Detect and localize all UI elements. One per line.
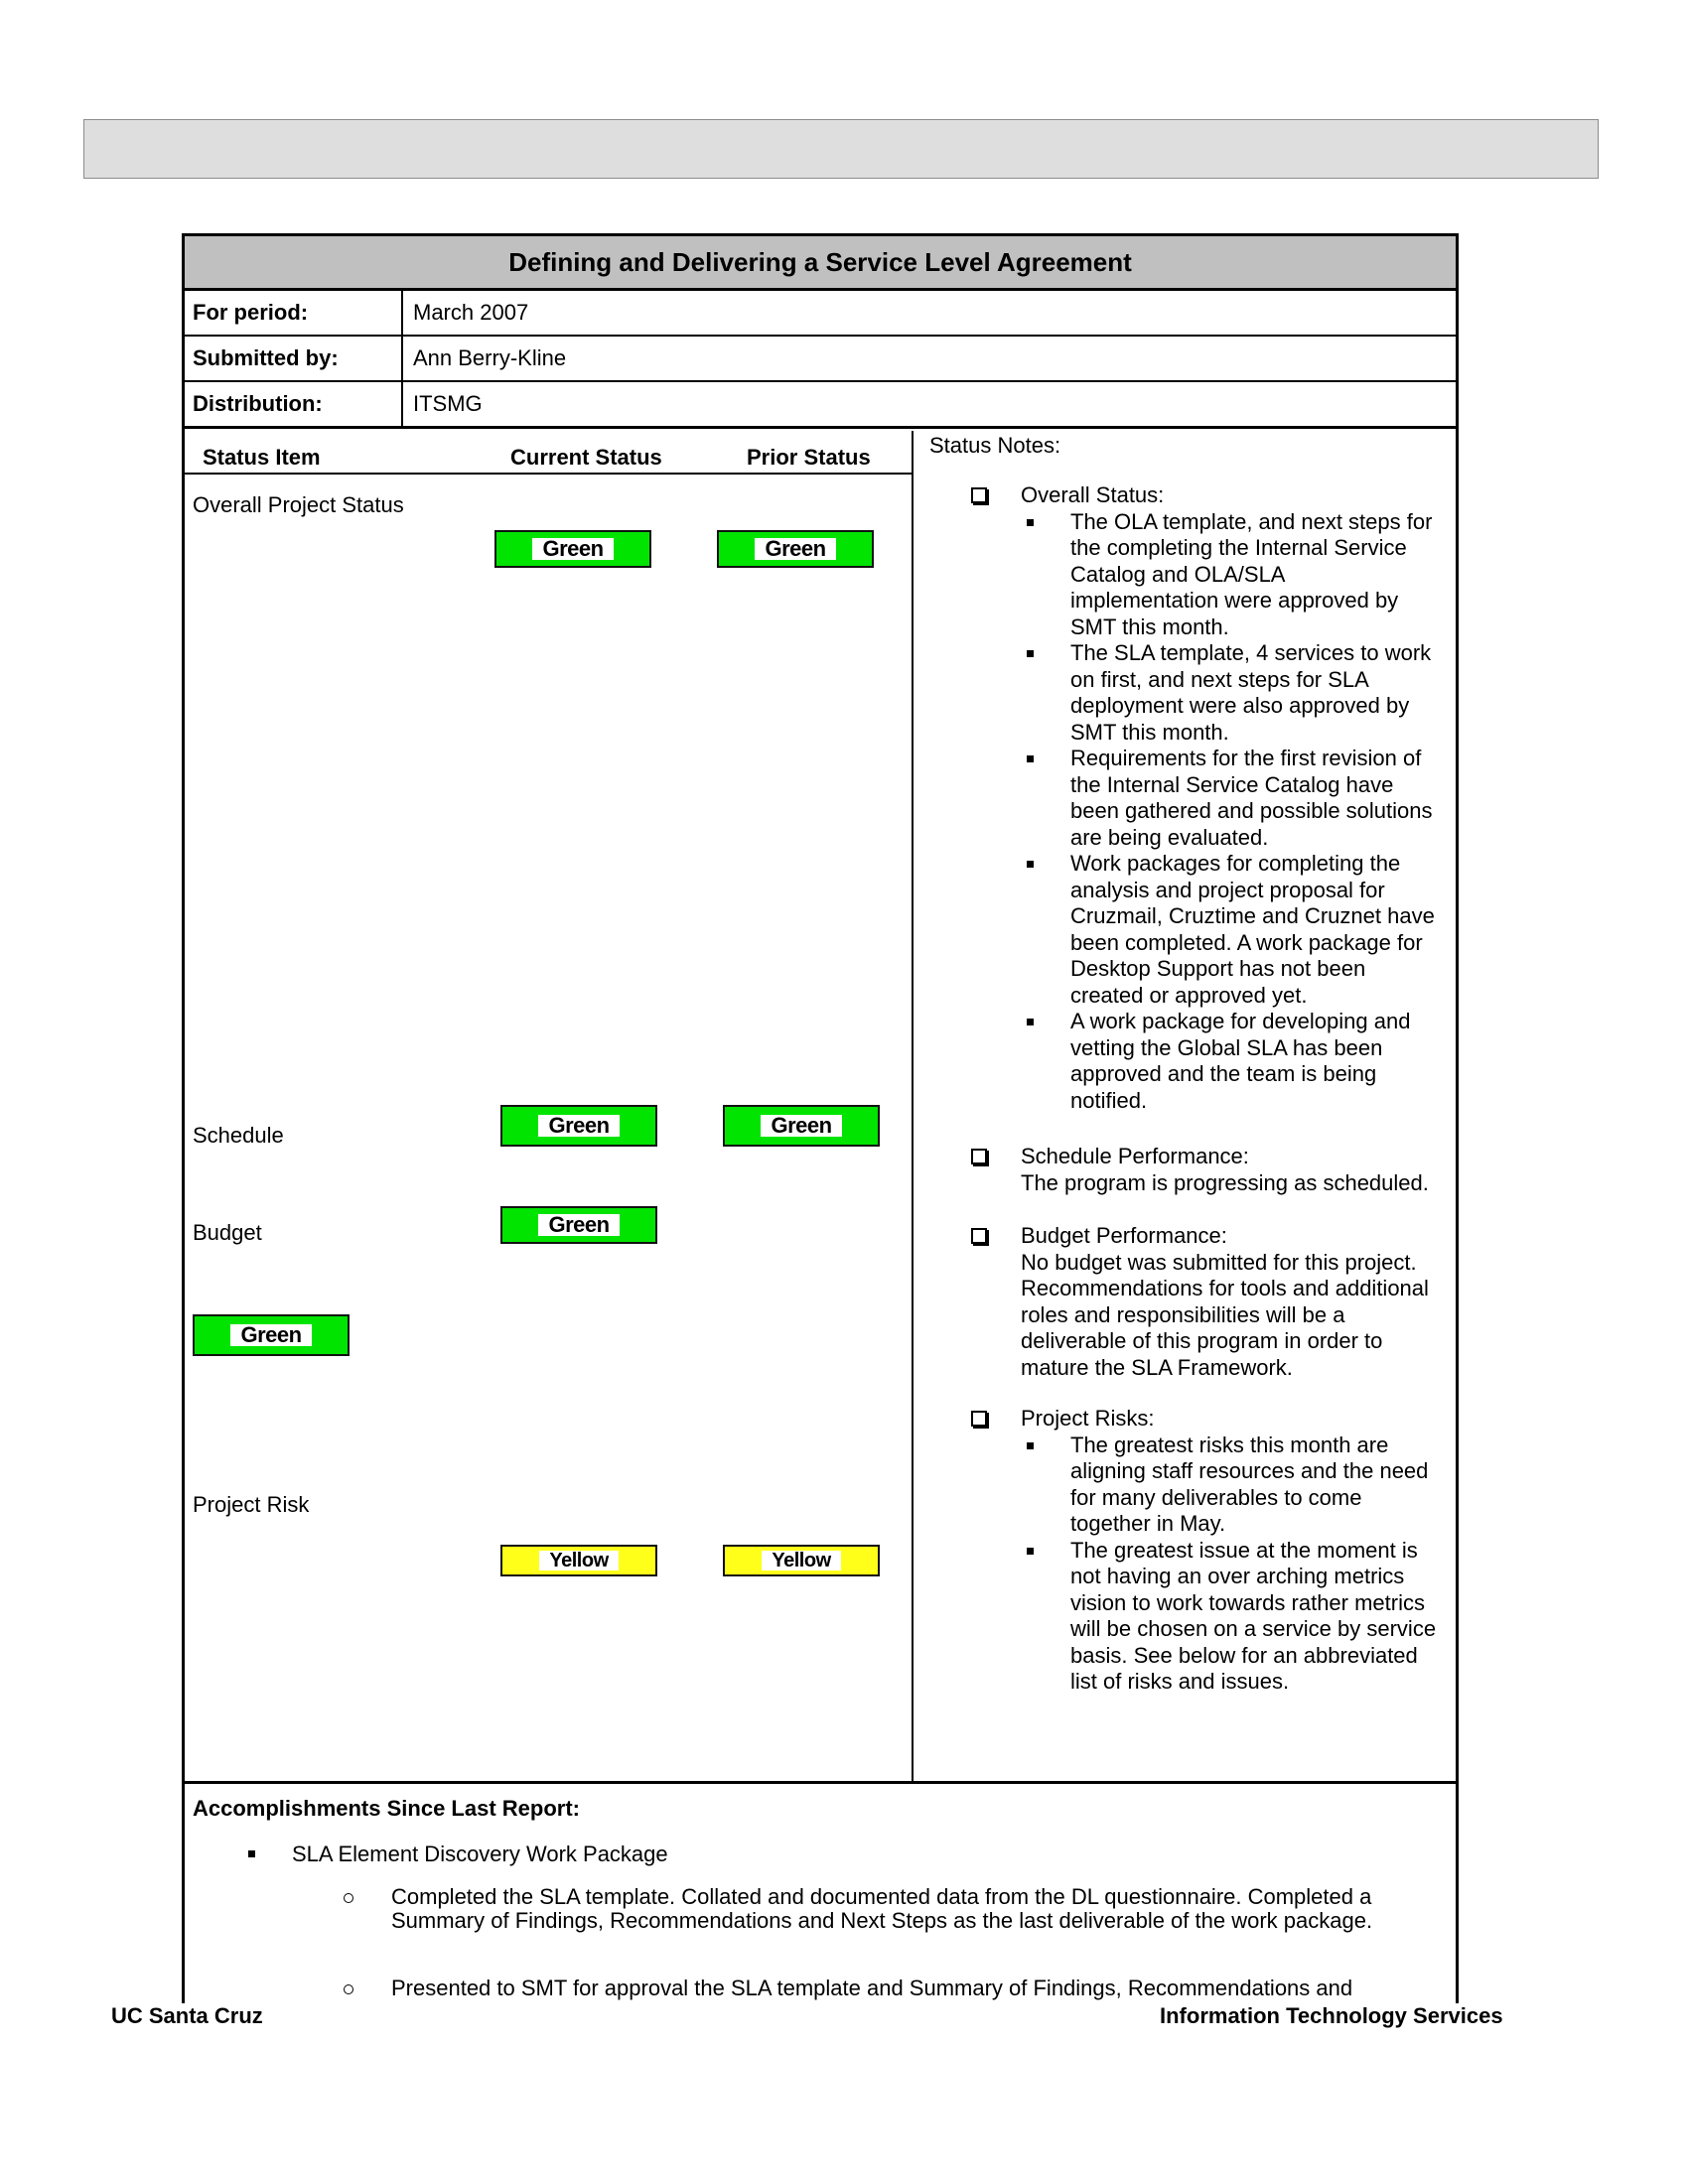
risk-current-badge [500, 1545, 657, 1576]
accomplishments-title: Accomplishments Since Last Report: [193, 1796, 580, 1821]
list-item [971, 1009, 1438, 1114]
bullet-text: A work package for developing and vetting the Global SLA has been approved and the team is being notified. [1070, 1009, 1411, 1113]
status-table [185, 431, 914, 1781]
period-value: March 2007 [413, 300, 529, 325]
overall-heading [971, 482, 1438, 509]
schedule-prior-text: Green [761, 1115, 841, 1137]
checkbox-icon [971, 1411, 987, 1427]
status-notes [914, 431, 1456, 1781]
checkbox-icon [971, 1149, 987, 1164]
budget-current-text: Green [538, 1214, 619, 1236]
overall-bullets [971, 509, 1438, 1115]
budget-current-badge [500, 1206, 657, 1244]
schedule-heading [971, 1144, 1438, 1170]
circle-bullet-icon [344, 1893, 353, 1903]
overall-current-text: Green [532, 538, 613, 560]
bullet-icon [1027, 650, 1034, 657]
header-current-status: Current Status [510, 445, 662, 470]
list-item [971, 1433, 1438, 1538]
bullet-text: The greatest risks this month are aligning staff resources and the need for many deliverables to come together in May. [1070, 1432, 1429, 1536]
bullet-icon [1027, 755, 1034, 762]
overall-heading-text: Overall Status: [1021, 482, 1165, 507]
budget-text: No budget was submitted for this project. Recommendations for tools and additional roles and responsibilities will be a deliverable of this program in order to mature the SLA Framework. [1021, 1249, 1429, 1380]
item-budget: Budget [193, 1220, 262, 1245]
risk-prior-text: Yellow [762, 1551, 840, 1570]
notes-risks [971, 1406, 1438, 1696]
bullet-text: The SLA template, 4 services to work on first, and next steps for SLA deployment were also approved by SMT this month. [1070, 640, 1432, 745]
overall-prior-badge [717, 530, 874, 568]
item-schedule: Schedule [193, 1123, 284, 1148]
notes-overall [971, 482, 1438, 1114]
header-status-item: Status Item [203, 445, 321, 470]
checkbox-icon [971, 487, 987, 503]
risk-prior-badge [723, 1545, 880, 1576]
period-label: For period: [185, 291, 403, 335]
list-item [971, 1538, 1438, 1696]
list-item [971, 509, 1438, 641]
report-title: Defining and Delivering a Service Level Agreement [185, 236, 1456, 291]
notes-budget [971, 1223, 1438, 1381]
footer-left: UC Santa Cruz [111, 2003, 263, 2028]
accomplishment-subitem-text: Presented to SMT for approval the SLA template and Summary of Findings, Recommendations and [391, 1976, 1353, 2000]
notes-schedule [971, 1144, 1438, 1196]
overall-current-badge [494, 530, 651, 568]
meta-row-submitted [185, 337, 1456, 382]
list-item [971, 851, 1438, 1009]
notes-title: Status Notes: [929, 433, 1061, 458]
meta-row-distribution [185, 382, 1456, 429]
footer-right: Information Technology Services [1160, 2003, 1503, 2028]
budget-heading [971, 1223, 1438, 1250]
list-item [971, 640, 1438, 746]
header-divider [185, 473, 912, 475]
header-bar [83, 119, 1599, 179]
meta-row-period [185, 291, 1456, 337]
risks-heading [971, 1406, 1438, 1433]
distribution-value: ITSMG [413, 391, 483, 416]
list-item [971, 746, 1438, 851]
accomplishments-section [185, 1781, 1456, 2006]
status-report [182, 233, 1459, 2003]
item-project-risk: Project Risk [193, 1492, 310, 1517]
risks-heading-text: Project Risks: [1021, 1406, 1155, 1431]
bullet-icon [1027, 1442, 1034, 1449]
accomplishment-subitem-text: Completed the SLA template. Collated and documented data from the DL questionnaire. Completed a Summary of Findings, Recommendations and Next Steps as the last deliverable of the work package. [391, 1884, 1373, 1933]
checkbox-icon [971, 1228, 987, 1244]
submitted-label: Submitted by: [185, 337, 403, 380]
accomplishment-item-text: SLA Element Discovery Work Package [292, 1842, 668, 1866]
budget-extra-text: Green [230, 1324, 311, 1346]
overall-prior-text: Green [755, 538, 835, 560]
bullet-icon [1027, 1019, 1034, 1025]
bullet-text: The greatest issue at the moment is not having an over arching metrics vision to work towards rather metrics will be chosen on a service by service basis. See below for an abbreviated list of risks and issues. [1070, 1537, 1437, 1694]
budget-extra-badge [193, 1314, 350, 1356]
bullet-icon [248, 1850, 255, 1857]
schedule-current-text: Green [538, 1115, 619, 1137]
schedule-text: The program is progressing as scheduled. [1021, 1169, 1429, 1195]
schedule-heading-text: Schedule Performance: [1021, 1144, 1249, 1168]
risk-current-text: Yellow [539, 1551, 618, 1570]
distribution-label: Distribution: [185, 382, 403, 426]
bullet-icon [1027, 519, 1034, 526]
bullet-text: Requirements for the first revision of the Internal Service Catalog have been gathered and possible solutions are being evaluated. [1070, 746, 1433, 850]
header-prior-status: Prior Status [747, 445, 871, 470]
budget-heading-text: Budget Performance: [1021, 1223, 1227, 1248]
accomplishment-item [292, 1842, 668, 1867]
bullet-icon [1027, 1548, 1034, 1555]
bullet-icon [1027, 861, 1034, 868]
accomplishment-subitem [391, 1885, 1384, 1933]
bullet-text: Work packages for completing the analysis and project proposal for Cruzmail, Cruztime and Cruznet have been completed. A work package for Desktop Support has not been created or approved yet. [1070, 851, 1435, 1008]
bullet-text: The OLA template, and next steps for the completing the Internal Service Catalog and OLA/SLA implementation were approved by SMT this month. [1070, 508, 1433, 639]
submitted-value: Ann Berry-Kline [413, 345, 567, 370]
risks-bullets [971, 1433, 1438, 1696]
accomplishment-subitem [391, 1977, 1384, 2000]
schedule-prior-badge [723, 1105, 880, 1147]
circle-bullet-icon [344, 1984, 353, 1994]
schedule-current-badge [500, 1105, 657, 1147]
item-overall-status: Overall Project Status [193, 492, 404, 517]
